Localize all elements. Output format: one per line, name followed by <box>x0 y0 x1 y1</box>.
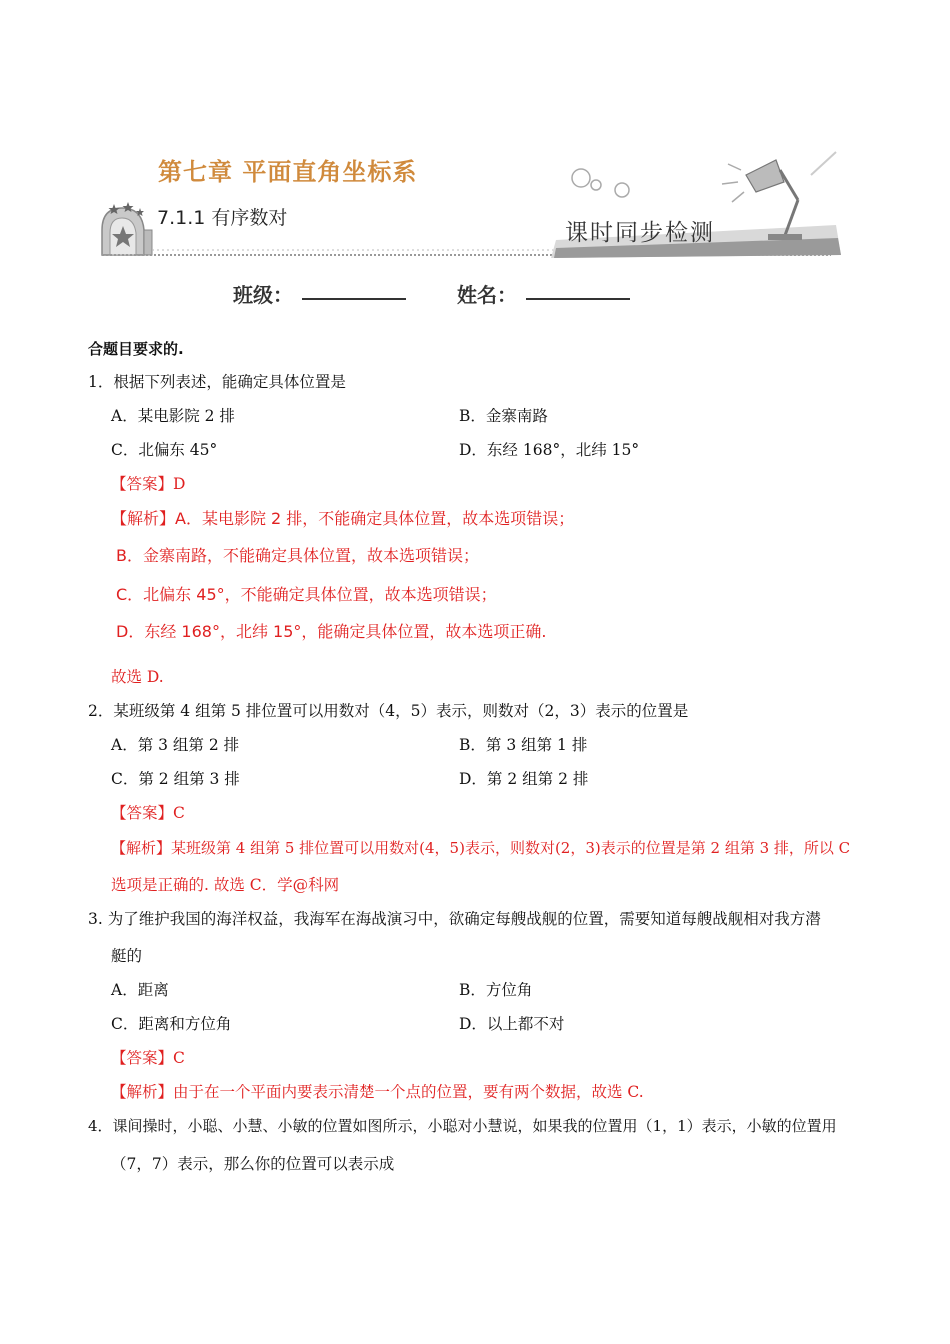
chapter-title: 第七章 平面直角坐标系 <box>158 158 418 186</box>
question-2-stem: 2．某班级第 4 组第 5 排位置可以用数对（4，5）表示，则数对（2，3）表示的位置是 <box>88 702 689 720</box>
question-3-option-c: C．距离和方位角 <box>111 1015 232 1033</box>
question-2-option-b: B．第 3 组第 1 排 <box>459 736 588 754</box>
question-3-answer: 【答案】C <box>111 1049 185 1067</box>
question-1-option-d: D．东经 168°，北纬 15° <box>459 441 640 459</box>
question-1-option-c: C．北偏东 45° <box>111 441 218 459</box>
question-2-answer: 【答案】C <box>111 804 185 822</box>
section-title: 7.1.1 有序数对 <box>157 207 288 229</box>
question-1-analysis-3: C．北偏东 45°，不能确定具体位置，故本选项错误； <box>116 585 497 604</box>
question-3-option-a: A．距离 <box>111 981 169 999</box>
question-2-option-c: C．第 2 组第 3 排 <box>111 770 240 788</box>
question-3-analysis: 【解析】由于在一个平面内要表示清楚一个点的位置，要有两个数据，故选 C. <box>111 1083 644 1101</box>
question-1-answer: 【答案】D <box>111 475 186 493</box>
question-4-stem-line-2: （7，7）表示，那么你的位置可以表示成 <box>111 1155 395 1173</box>
intro-text: 合题目要求的. <box>88 340 184 358</box>
question-3-stem-line-1: 3. 为了维护我国的海洋权益，我海军在海战演习中，欲确定每艘战舰的位置，需要知道每艘战舰相对我方潜 <box>88 910 821 928</box>
question-3-option-b: B．方位角 <box>459 981 533 999</box>
question-1-analysis-2: B．金寨南路，不能确定具体位置，故本选项错误； <box>116 546 479 565</box>
question-2-analysis-2: 选项是正确的. 故选 C．学@科网 <box>111 876 340 894</box>
question-4-stem-line-1: 4．课间操时，小聪、小慧、小敏的位置如图所示，小聪对小慧说，如果我的位置用（1，1）表示，小敏的位置用 <box>88 1117 837 1135</box>
question-1-analysis-1: 【解析】A．某电影院 2 排，不能确定具体位置，故本选项错误； <box>111 509 575 528</box>
question-2-option-a: A．第 3 组第 2 排 <box>111 736 240 754</box>
question-2-analysis-1: 【解析】某班级第 4 组第 5 排位置可以用数对(4，5)表示，则数对(2，3)表示的位置是第 2 组第 3 排，所以 C <box>111 839 851 857</box>
name-label: 姓名： <box>457 283 517 307</box>
question-1-option-a: A．某电影院 2 排 <box>111 407 235 425</box>
question-2-option-d: D．第 2 组第 2 排 <box>459 770 589 788</box>
question-1-stem: 1．根据下列表述，能确定具体位置是 <box>88 373 346 391</box>
worksheet-badge: 课时同步检测 <box>565 220 715 246</box>
question-3-stem-line-2: 艇的 <box>111 947 143 965</box>
class-label: 班级： <box>233 283 293 307</box>
question-1-option-b: B．金寨南路 <box>459 407 548 425</box>
question-3-option-d: D．以上都不对 <box>459 1015 565 1033</box>
question-1-analysis-4: D．东经 168°，北纬 15°，能确定具体位置，故本选项正确. <box>116 622 547 641</box>
question-1-conclusion: 故选 D. <box>111 668 164 686</box>
